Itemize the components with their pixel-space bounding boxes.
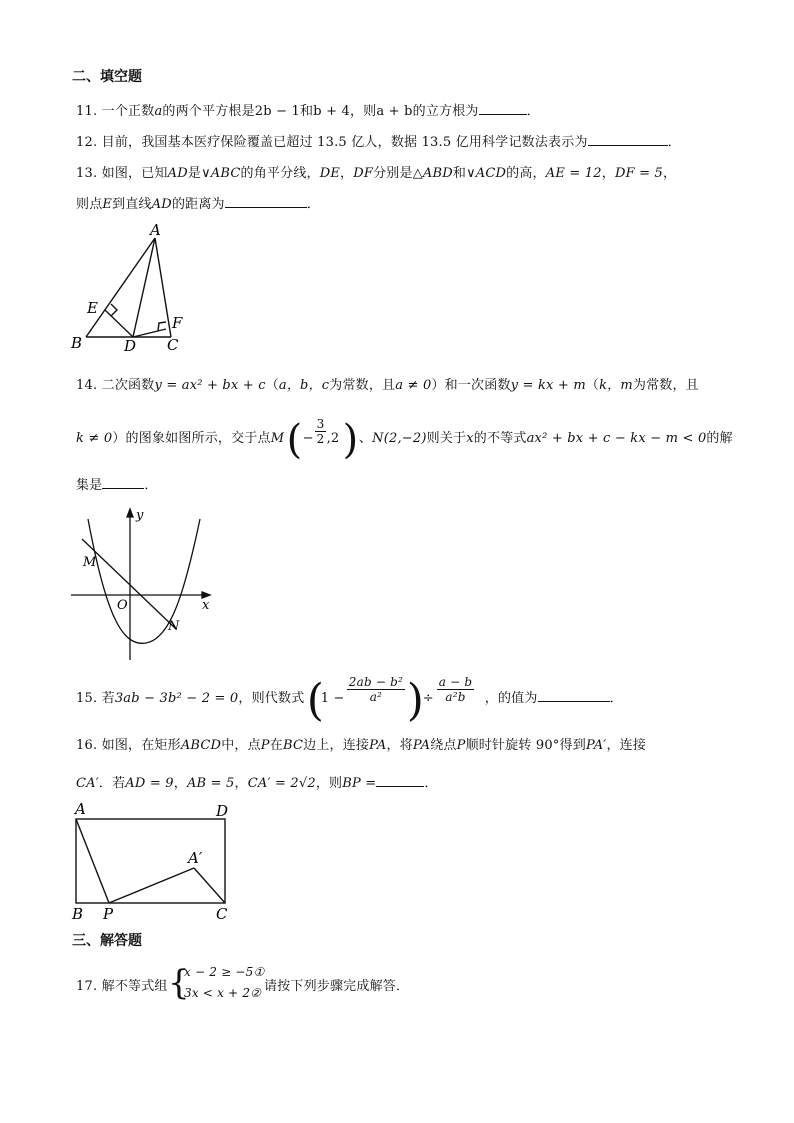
frac-num: 3 (316, 416, 325, 431)
line-pa (76, 819, 109, 903)
q17-text: 请按下列步骤完成解答． (263, 979, 410, 994)
q13-triangle-abd: △ABD (412, 166, 453, 181)
q11-text: ，则 (349, 104, 377, 119)
q14-text: 集是 (76, 478, 103, 493)
frac-den: 2 (316, 431, 325, 446)
q14-inequality: ax² + bx + c − kx − m < 0 (526, 431, 707, 446)
line-de (105, 310, 133, 337)
q16-text: ，则 (315, 776, 343, 791)
question-number: 13. (76, 166, 98, 181)
q16-rect: ABCD (180, 738, 222, 753)
q15-one-minus: 1 − (320, 690, 345, 706)
q14-text: 的解 (706, 431, 733, 446)
q14-cond-k: k ≠ 0 (76, 431, 113, 446)
q13-text: 是 (187, 166, 202, 181)
q11-end: ． (526, 104, 540, 119)
q14-function-graph (66, 505, 226, 665)
q16-text: ．若 (98, 776, 126, 791)
q13-comma: ， (601, 166, 615, 181)
line-ca-prime (194, 868, 225, 903)
label-c: C (167, 336, 179, 354)
frac-num: 2ab − b² (348, 674, 403, 689)
paren-left: ( (286, 416, 303, 463)
right-angle-e (111, 304, 117, 316)
label-a: A (75, 800, 86, 818)
q14-text: 为常数，且 (632, 378, 699, 393)
q14-m: M (270, 431, 285, 446)
q16-pa-prime: PA′ (585, 738, 607, 753)
q15-end: ． (609, 691, 623, 706)
label-e: E (87, 299, 98, 317)
question-number: 15. (76, 691, 98, 706)
q16-p: P (260, 738, 270, 753)
q16-ca-prime: CA′ (76, 776, 99, 791)
question-number: 16. (76, 738, 98, 753)
question-14-line1 (76, 374, 699, 393)
q13-text: 则点 (76, 197, 103, 212)
q13-triangle-acd: ∨ACD (466, 166, 507, 181)
line-pa-prime (109, 868, 194, 903)
q16-bp: BP = (342, 776, 377, 791)
q15-text: 若 (101, 691, 115, 706)
q17-ineq2: 3x < x + 2② (183, 985, 262, 1000)
answer-blank[interactable] (376, 774, 424, 787)
q14-text: 、 (358, 431, 373, 446)
q13-text: 到直线 (112, 197, 152, 212)
q14-text: ）的图象如图所示，交于点 (112, 431, 271, 446)
q15-text: ，则代数式 (238, 691, 305, 706)
q16-pa: PA (412, 738, 431, 753)
q16-ab: AB = 5 (186, 776, 235, 791)
frac-den: a²b (445, 689, 466, 704)
q16-text: ，将 (386, 738, 413, 753)
q16-pa: PA (369, 738, 387, 753)
q13-text: 如图，已知 (101, 166, 168, 181)
q14-point-n: N(2,−2) (372, 431, 427, 446)
q14-text: （ (585, 378, 600, 393)
paren-right: ) (406, 674, 425, 726)
line-kx-m (82, 539, 176, 629)
rect-abcd (76, 819, 225, 903)
section-title-solve: 三、解答题 (72, 933, 142, 949)
q16-text: 在 (269, 738, 283, 753)
label-a: A (150, 222, 161, 239)
q11-expr2: b + 4 (313, 104, 350, 119)
answer-blank[interactable] (479, 102, 527, 115)
question-11 (76, 100, 540, 119)
frac-num: a − b (438, 674, 473, 689)
q14-text: 则关于 (426, 431, 467, 446)
q13-end: ． (306, 197, 320, 212)
q14-m-frac (315, 417, 327, 446)
question-14-line2 (76, 416, 733, 467)
q14-cond: a ≠ 0 (395, 378, 432, 393)
q15-condition: 3ab − 3b² − 2 = 0 (114, 691, 239, 706)
q13-triangle-figure (68, 222, 218, 354)
label-x: x (202, 598, 210, 613)
label-b: B (72, 905, 84, 923)
question-14-line3 (76, 474, 158, 493)
q16-text: 绕点 (430, 738, 457, 753)
q14-quadratic: y = ax² + bx + c (154, 378, 266, 393)
q13-df-value: DF = 5 (614, 166, 664, 181)
q17-text: 解不等式组 (101, 979, 168, 994)
q14-point-m (286, 416, 359, 463)
question-13-line1 (76, 162, 676, 181)
question-13-line2 (76, 193, 320, 212)
frac-den: a² (369, 689, 383, 704)
q15-div: ÷ (422, 690, 434, 706)
question-number: 14. (76, 378, 98, 393)
label-y: y (136, 508, 144, 523)
y-axis-arrow (127, 509, 133, 517)
q13-ae: AE = 12 (545, 166, 602, 181)
q13-de: DE (319, 166, 341, 181)
answer-blank[interactable] (538, 689, 610, 702)
label-b: B (71, 334, 83, 352)
q15-text: ，的值为 (484, 691, 538, 706)
q11-expr1: 2b − 1 (254, 104, 301, 119)
q13-comma: ， (663, 166, 677, 181)
q16-ca-value: CA′ = 2√2 (247, 776, 316, 791)
q14-m-tail: ,2 (326, 430, 340, 446)
q13-text: 和 (452, 166, 467, 181)
parabola (88, 519, 200, 643)
brace-icon: { (167, 962, 190, 1003)
question-number: 12. (76, 135, 98, 150)
q16-text: 顺时针旋转 90°得到 (465, 738, 586, 753)
q16-end: ． (424, 776, 438, 791)
question-12 (76, 131, 681, 150)
q15-frac2 (437, 675, 475, 704)
q13-sep: ， (340, 166, 354, 181)
q16-text: ， (234, 776, 248, 791)
q11-text: 的立方根为 (412, 104, 479, 119)
q14-x: x (466, 431, 474, 446)
q13-df: DF (353, 166, 374, 181)
line-df (133, 329, 166, 337)
q14-m-neg: − (302, 430, 314, 446)
q16-text: 中，点 (221, 738, 261, 753)
q14-end: ． (144, 478, 158, 493)
section-title-fill-in: 二、填空题 (72, 69, 142, 85)
label-p: P (103, 905, 114, 923)
q11-expr3: a + b (376, 104, 413, 119)
question-15 (76, 674, 623, 726)
answer-blank[interactable] (225, 195, 307, 208)
answer-blank[interactable] (102, 476, 144, 489)
q13-ad: AD (151, 197, 172, 212)
q11-text: 一个正数 (101, 104, 155, 119)
q16-text: 如图，在矩形 (101, 738, 181, 753)
label-m: M (83, 555, 97, 570)
paren-right: ) (342, 416, 359, 463)
question-17 (76, 962, 410, 1013)
q13-ad: AD (167, 166, 188, 181)
q13-text: 的角平分线， (240, 166, 320, 181)
q14-text: （ (265, 378, 279, 393)
q14-text: 为常数，且 (329, 378, 396, 393)
q16-rectangle-figure (68, 800, 248, 924)
label-c: C (216, 905, 228, 923)
q12-end: ． (667, 135, 681, 150)
label-d: D (124, 337, 137, 354)
label-origin: O (117, 598, 128, 613)
question-16-line2 (76, 772, 438, 791)
q16-text: ， (173, 776, 187, 791)
q15-frac1 (347, 675, 405, 704)
answer-blank[interactable] (588, 133, 668, 146)
paren-left: ( (306, 674, 325, 726)
q14-linear: y = kx + m (510, 378, 586, 393)
question-number: 17. (76, 979, 98, 994)
q13-e: E (102, 197, 113, 212)
q16-bc: BC (282, 738, 304, 753)
q12-text: 目前，我国基本医疗保险覆盖已超过 13.5 亿人，数据 13.5 亿用科学记数法表示为 (101, 135, 588, 150)
question-16-line1 (76, 734, 646, 753)
label-f: F (172, 314, 183, 332)
q15-expression (306, 674, 485, 726)
label-d: D (216, 802, 229, 820)
q17-ineq1: x − 2 ≥ −5① (183, 964, 265, 979)
label-n: N (168, 619, 180, 634)
q16-p: P (456, 738, 466, 753)
question-number: 11. (76, 104, 98, 119)
q14-abc: a，b，c (278, 378, 330, 393)
q11-text: 和 (300, 104, 314, 119)
q16-ad: AD = 9 (125, 776, 174, 791)
q16-text: 边上，连接 (303, 738, 370, 753)
q16-text: ，连接 (606, 738, 647, 753)
q13-triangle-abc: ∨ABC (201, 166, 241, 181)
q14-text: 二次函数 (101, 378, 155, 393)
q11-var-a: a (154, 104, 163, 119)
q13-text: 的距离为 (171, 197, 225, 212)
q14-text: ）和一次函数 (431, 378, 511, 393)
q13-text: 的高， (506, 166, 546, 181)
q14-km: k，m (599, 378, 633, 393)
q14-text: 的不等式 (473, 431, 527, 446)
q11-text: 的两个平方根是 (162, 104, 255, 119)
label-a-prime: A′ (188, 849, 203, 867)
q17-system (167, 962, 265, 1003)
q13-text: 分别是 (373, 166, 413, 181)
